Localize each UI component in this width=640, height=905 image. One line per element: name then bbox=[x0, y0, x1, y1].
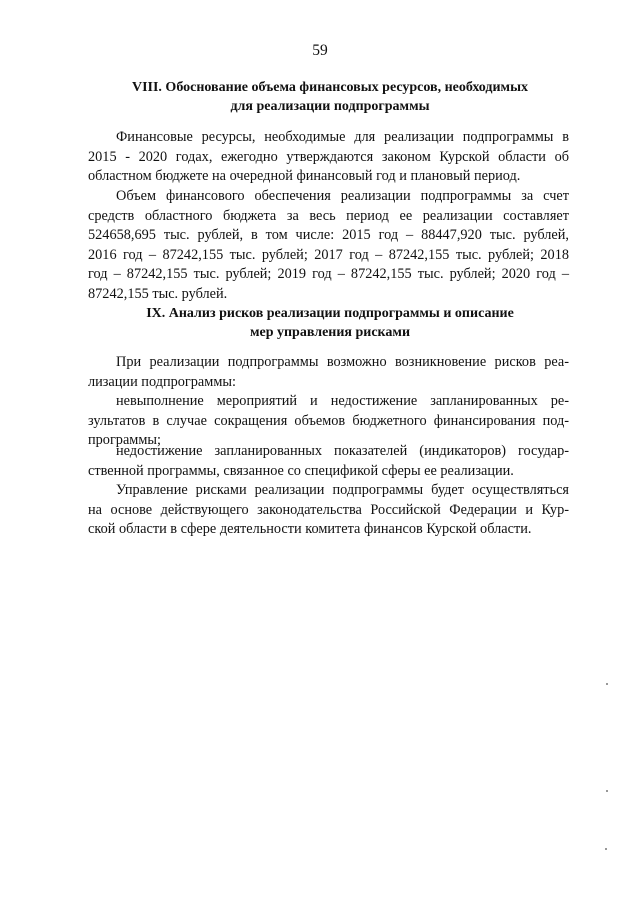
text-line: на основе действующего законодательства Российской Федерации и Кур- bbox=[88, 501, 569, 518]
scan-speck bbox=[606, 683, 608, 685]
text-line: зультатов в случае сокращения объемов бюджетного финансирования под- bbox=[88, 412, 569, 429]
text-line: 87242,155 тыс. рублей. bbox=[88, 285, 228, 302]
text-line: ской области в сфере деятельности комитета финансов Курской области. bbox=[88, 521, 532, 538]
section-8-heading bbox=[80, 78, 580, 116]
text-line: ственной программы, связанное со спецификой сферы ее реализации. bbox=[88, 462, 514, 479]
text-line: программы; bbox=[88, 432, 161, 449]
text-line: 524658,695 тыс. рублей, в том числе: 2015 год – 88447,920 тыс. рублей, bbox=[88, 227, 569, 244]
section-9-paragraph-3 bbox=[88, 442, 569, 481]
text-line: 2015 - 2020 годах, ежегодно утверждаются законом Курской области об bbox=[88, 148, 569, 165]
text-line: Объем финансового обеспечения реализации подпрограммы за счет bbox=[116, 188, 569, 204]
section-8-paragraph-2 bbox=[88, 187, 569, 305]
section-9-heading bbox=[80, 304, 580, 342]
text-line: 2016 год – 87242,155 тыс. рублей; 2017 год – 87242,155 тыс. рублей; 2018 bbox=[88, 246, 569, 263]
text-line: средств областного бюджета за весь период ее реализации составляет bbox=[88, 207, 569, 224]
text-line: лизации подпрограммы: bbox=[88, 373, 236, 390]
text-line: недостижение запланированных показателей (индикаторов) государ- bbox=[116, 443, 569, 459]
page-number: 59 bbox=[312, 42, 328, 59]
section-9-paragraph-4 bbox=[88, 481, 569, 540]
text-line: Финансовые ресурсы, необходимые для реализации подпрограммы в bbox=[116, 129, 569, 145]
scan-speck bbox=[605, 848, 607, 850]
scan-speck bbox=[606, 790, 608, 792]
heading-line: VIII. Обоснование объема финансовых ресурсов, необходимых bbox=[131, 80, 529, 95]
section-9-paragraph-1 bbox=[88, 353, 569, 392]
text-line: При реализации подпрограммы возможно возникновение рисков реа- bbox=[116, 354, 569, 370]
text-line: областном бюджете на очередной финансовый год и плановый период. bbox=[88, 168, 521, 185]
text-line: год – 87242,155 тыс. рублей; 2019 год – 87242,155 тыс. рублей; 2020 год – bbox=[88, 266, 569, 283]
heading-line: мер управления рисками bbox=[249, 325, 411, 340]
text-line: невыполнение мероприятий и недостижение запланированных ре- bbox=[116, 393, 569, 409]
section-8-paragraph-1 bbox=[88, 128, 569, 187]
text-line: Управление рисками реализации подпрограммы будет осуществляться bbox=[116, 482, 569, 498]
heading-line: IX. Анализ рисков реализации подпрограммы и описание bbox=[146, 306, 514, 321]
heading-line: для реализации подпрограммы bbox=[230, 99, 430, 114]
